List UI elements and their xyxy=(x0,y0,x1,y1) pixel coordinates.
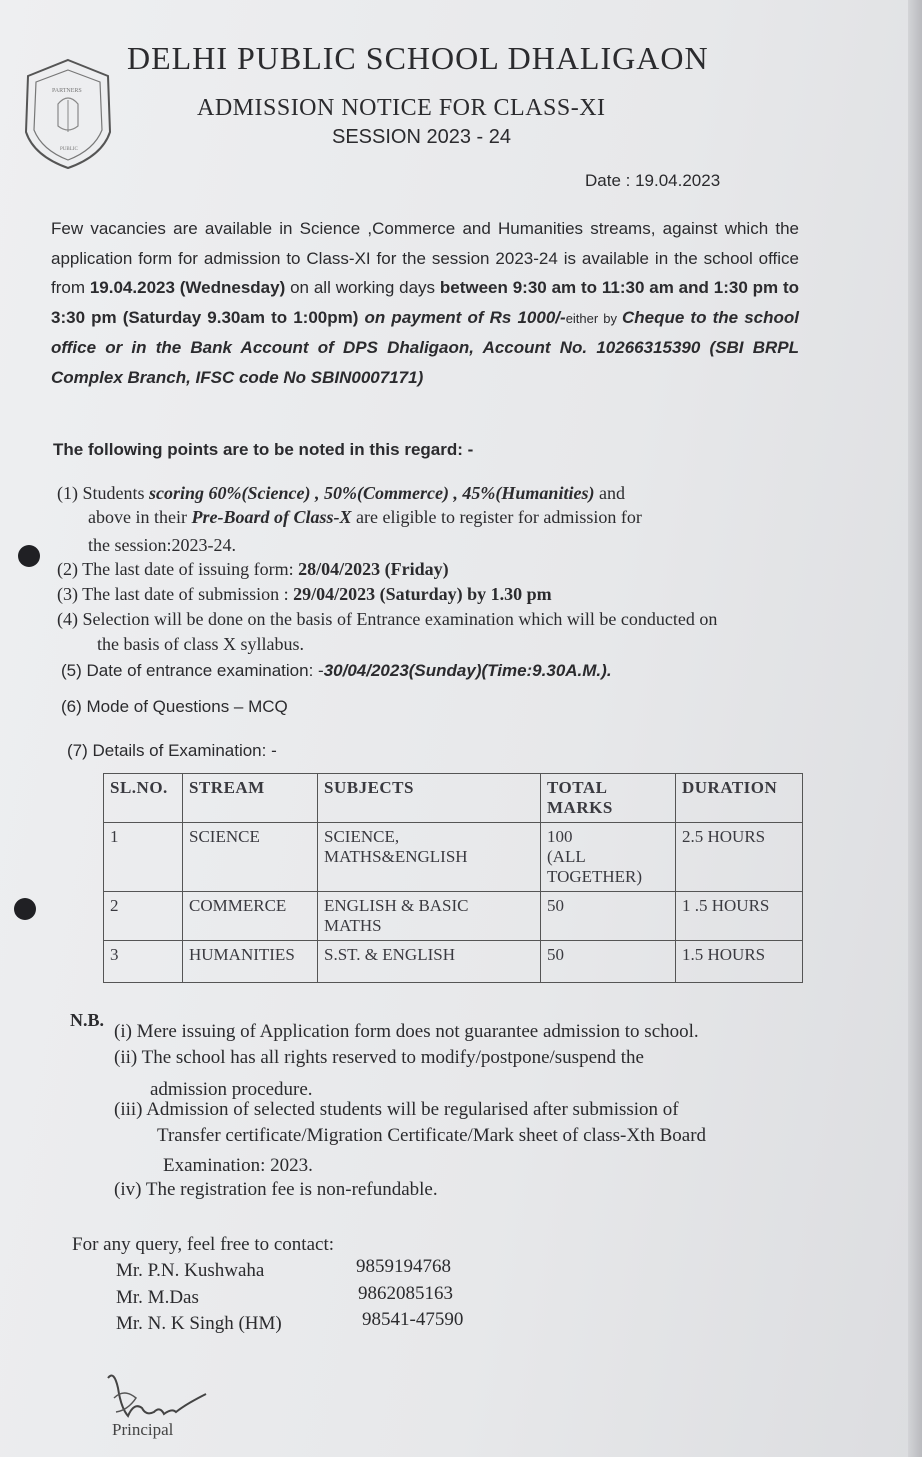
punch-hole-2 xyxy=(14,898,36,920)
point-1-preboard: Pre-Board of Class-X xyxy=(191,507,352,527)
point-7: (7) Details of Examination: - xyxy=(67,741,277,760)
nb-item-iii-line-1: (iii) Admission of selected students will be regularised after submission of xyxy=(114,1099,679,1120)
nb-item-i: (i) Mere issuing of Application form does not guarantee admission to school. xyxy=(114,1021,699,1042)
point-4-line-2: the basis of class X syllabus. xyxy=(97,634,304,654)
nb-item-iii-line-3: Examination: 2023. xyxy=(163,1155,313,1176)
th-stream: STREAM xyxy=(183,774,318,823)
point-6: (6) Mode of Questions – MCQ xyxy=(61,697,288,716)
nb-label: N.B. xyxy=(70,1010,105,1030)
cell-sl: 2 xyxy=(104,892,183,941)
point-5: (5) Date of entrance examination: -30/04/2023(Sunday)(Time:9.30A.M.). xyxy=(61,661,612,680)
point-3: (3) The last date of submission : 29/04/2023 (Saturday) by 1.30 pm xyxy=(57,584,552,604)
point-2-date: 28/04/2023 (Friday) xyxy=(298,559,449,579)
cell-subjects: S.ST. & ENGLISH xyxy=(318,941,541,983)
point-1-line-1: (1) Students scoring 60%(Science) , 50%(Commerce) , 45%(Humanities) and xyxy=(57,483,625,503)
intro-start-date: 19.04.2023 (Wednesday) xyxy=(89,278,286,297)
cell-stream: HUMANITIES xyxy=(183,941,318,983)
points-heading: The following points are to be noted in this regard: - xyxy=(53,440,474,459)
intro-bank-details: Cheque to the school office or in the Bank Account of DPS Dhaligaon, Account No. 10266315390 (SBI BRPL Complex Branch, IFSC code No SBIN0007171) xyxy=(51,307,799,387)
exam-details-table xyxy=(103,773,803,983)
svg-text:PARTNERS: PARTNERS xyxy=(52,88,82,94)
intro-text-2: on all working days xyxy=(285,278,440,297)
cell-marks: 50 xyxy=(541,941,676,983)
point-1-scoring: scoring 60%(Science) , 50%(Commerce) , 45%(Humanities) xyxy=(149,483,595,503)
school-name: DELHI PUBLIC SCHOOL DHALIGAON xyxy=(127,40,709,76)
table-row xyxy=(104,941,803,983)
cell-sl: 1 xyxy=(104,823,183,892)
contact-name: Mr. N. K Singh (HM) xyxy=(116,1313,282,1334)
intro-either-by: either by xyxy=(565,310,622,326)
nb-item-ii-line-2: admission procedure. xyxy=(150,1079,313,1100)
cell-marks: 100 (ALL TOGETHER) xyxy=(541,823,676,892)
cell-marks: 50 xyxy=(541,892,676,941)
contact-name: Mr. P.N. Kushwaha xyxy=(116,1260,265,1281)
cell-sl: 3 xyxy=(104,941,183,983)
session-label: SESSION 2023 - 24 xyxy=(332,126,511,148)
contact-heading: For any query, feel free to contact: xyxy=(72,1234,335,1255)
intro-fee: on payment of Rs 1000/- xyxy=(358,307,566,327)
notice-title: ADMISSION NOTICE FOR CLASS-XI xyxy=(197,95,606,121)
cell-subjects: ENGLISH & BASIC MATHS xyxy=(318,892,541,941)
nb-item-ii-line-1: (ii) The school has all rights reserved to modify/postpone/suspend the xyxy=(114,1047,644,1068)
point-3-date: 29/04/2023 (Saturday) by 1.30 pm xyxy=(293,584,552,604)
cell-subjects: SCIENCE, MATHS&ENGLISH xyxy=(318,823,541,892)
contact-name: Mr. M.Das xyxy=(116,1287,199,1308)
intro-text-1: Few vacancies are available in Science ,Commerce and Humanities streams, against which the application form for admission to Class-XI for the session 2023-24 is available in the school office from xyxy=(51,219,799,297)
cell-stream: SCIENCE xyxy=(183,823,318,892)
point-1-line-3: the session:2023-24. xyxy=(88,535,236,555)
school-logo xyxy=(22,56,114,172)
point-2: (2) The last date of issuing form: 28/04/2023 (Friday) xyxy=(57,559,449,579)
nb-item-iv: (iv) The registration fee is non-refundable. xyxy=(114,1179,438,1200)
th-duration: DURATION xyxy=(676,774,803,823)
svg-text:PUBLIC: PUBLIC xyxy=(60,147,78,152)
cell-duration: 1 .5 HOURS xyxy=(676,892,803,941)
intro-timings: between 9:30 am to 11:30 am and 1:30 pm to 3:30 pm (Saturday 9.30am to 1:00pm) xyxy=(51,278,799,327)
point-4-line-1: (4) Selection will be done on the basis of Entrance examination which will be conducted on xyxy=(57,609,718,629)
contact-phone: 98541-47590 xyxy=(362,1309,464,1330)
cell-duration: 2.5 HOURS xyxy=(676,823,803,892)
point-5-date: 30/04/2023(Sunday)(Time:9.30A.M.). xyxy=(323,661,612,680)
table-row xyxy=(104,892,803,941)
th-subjects: SUBJECTS xyxy=(318,774,541,823)
paper-edge-shadow xyxy=(908,0,922,1457)
intro-paragraph xyxy=(51,214,799,392)
contact-phone: 9859194768 xyxy=(356,1256,451,1277)
nb-item-iii-line-2: Transfer certificate/Migration Certificate/Mark sheet of class-Xth Board xyxy=(157,1125,707,1146)
table-row xyxy=(104,823,803,892)
table-header-row xyxy=(104,774,803,823)
point-1-line-2: above in their Pre-Board of Class-X are eligible to register for admission for xyxy=(88,507,642,527)
contact-phone: 9862085163 xyxy=(358,1283,453,1304)
notice-date: Date : 19.04.2023 xyxy=(585,171,721,190)
cell-duration: 1.5 HOURS xyxy=(676,941,803,983)
th-slno: SL.NO. xyxy=(104,774,183,823)
cell-stream: COMMERCE xyxy=(183,892,318,941)
th-total-marks: TOTAL MARKS xyxy=(541,774,676,823)
punch-hole-1 xyxy=(18,545,40,567)
principal-label: Principal xyxy=(112,1420,174,1439)
